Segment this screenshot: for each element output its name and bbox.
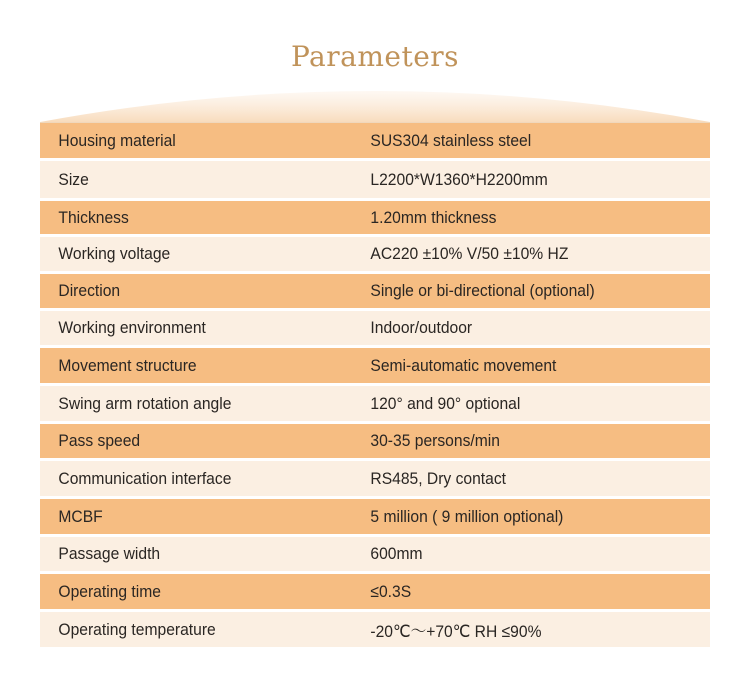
parameter-value: RS485, Dry contact	[370, 468, 507, 488]
table-row	[40, 274, 710, 311]
parameter-value: 600mm	[370, 544, 423, 563]
parameter-label: Operating time	[58, 581, 161, 601]
table-row	[40, 123, 710, 161]
parameter-value: SUS304 stainless steel	[370, 130, 532, 150]
table-row	[40, 574, 710, 612]
table-row	[40, 161, 710, 201]
parameter-value: Indoor/outdoor	[370, 318, 473, 337]
parameter-label: Operating temperature	[58, 619, 216, 639]
parameter-label: Passage width	[58, 544, 161, 563]
parameter-label: Thickness	[58, 207, 129, 227]
header-glow-decoration	[40, 70, 710, 122]
parameter-label: Size	[58, 169, 89, 189]
parameter-value: ≤0.3S	[370, 581, 412, 601]
parameter-value: Semi-automatic movement	[370, 355, 557, 375]
parameter-label: Working voltage	[58, 244, 171, 263]
parameter-value: -20℃～+70℃ RH ≤90%	[370, 622, 542, 641]
table-row	[40, 237, 710, 274]
table-row	[40, 201, 710, 237]
parameters-table	[40, 122, 710, 650]
parameter-value: 30-35 persons/min	[370, 431, 500, 450]
table-row	[40, 348, 710, 386]
table-row	[40, 311, 710, 348]
parameter-value: 1.20mm thickness	[370, 207, 497, 227]
parameter-label: Communication interface	[58, 468, 232, 488]
parameter-value: 5 million ( 9 million optional)	[370, 506, 564, 526]
parameter-label: Movement structure	[58, 355, 197, 375]
parameter-label: Direction	[58, 281, 121, 300]
parameter-label: MCBF	[58, 506, 103, 526]
page-title: Parameters	[290, 40, 460, 73]
parameter-label: Swing arm rotation angle	[58, 393, 232, 413]
parameter-label: Working environment	[58, 318, 206, 337]
table-row	[40, 461, 710, 499]
table-row	[40, 499, 710, 537]
table-row	[40, 537, 710, 574]
table-row	[40, 386, 710, 424]
table-row	[40, 424, 710, 461]
parameter-value: Single or bi-directional (optional)	[370, 281, 595, 300]
parameter-label: Housing material	[58, 130, 176, 150]
parameter-value: L2200*W1360*H2200mm	[370, 169, 548, 189]
parameter-value: AC220 ±10% V/50 ±10% HZ	[370, 244, 569, 263]
parameter-label: Pass speed	[58, 431, 141, 450]
parameter-value: 120° and 90° optional	[370, 393, 521, 413]
table-row	[40, 612, 710, 650]
